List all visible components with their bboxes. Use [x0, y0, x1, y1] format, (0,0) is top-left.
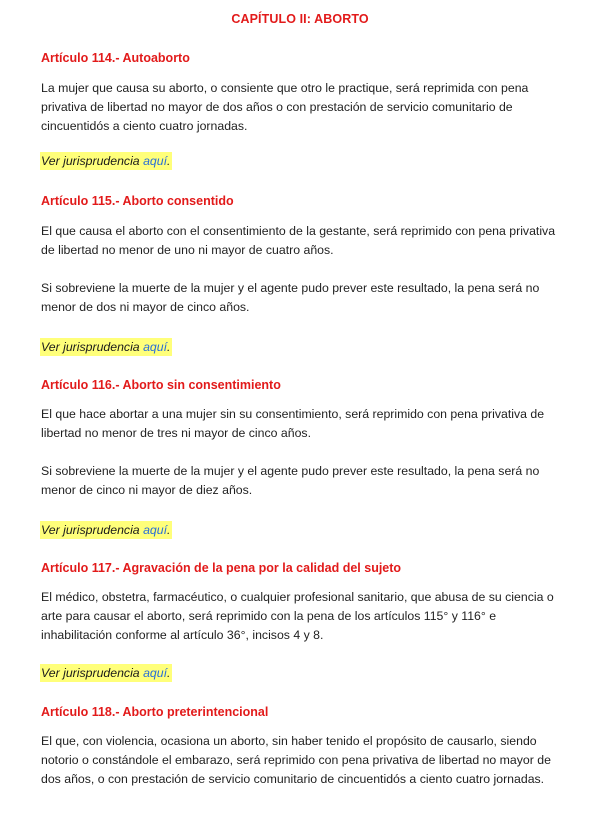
jurisprudence-link[interactable]: aquí — [143, 340, 168, 354]
article-116-heading: Artículo 116.- Aborto sin consentimiento — [41, 378, 281, 392]
article-114-heading: Artículo 114.- Autoaborto — [41, 51, 190, 65]
article-117-heading: Artículo 117.- Agravación de la pena por la calidad del sujeto — [41, 561, 402, 575]
jurisprudence-period: . — [167, 340, 171, 354]
jurisprudence-link[interactable]: aquí — [143, 154, 168, 168]
article-114-jurisprudence — [40, 152, 172, 170]
article-116-jurisprudence — [40, 521, 172, 539]
article-114-paragraph-1: La mujer que causa su aborto, o consiente que otro le practique, será reprimida con pena privativa de libertad no mayor de dos años o con prestación de servicio comunitario de cincuentidós a ciento cuatro jornadas. — [41, 81, 529, 133]
article-115-jurisprudence — [40, 338, 172, 356]
jurisprudence-label: Ver jurisprudencia — [41, 340, 144, 354]
article-116-paragraph-1: El que hace abortar a una mujer sin su consentimiento, será reprimido con pena privativa de libertad no menor de tres ni mayor de cinco años. — [41, 407, 545, 440]
jurisprudence-label: Ver jurisprudencia — [41, 154, 144, 168]
article-117-jurisprudence — [40, 664, 172, 682]
article-116-paragraph-2: Si sobreviene la muerte de la mujer y el agente pudo prever este resultado, la pena será no menor de cinco ni mayor de diez años. — [41, 464, 540, 497]
article-118-heading: Artículo 118.- Aborto preterintencional — [41, 705, 269, 719]
jurisprudence-link[interactable]: aquí — [143, 666, 168, 680]
jurisprudence-period: . — [167, 523, 171, 537]
jurisprudence-period: . — [167, 154, 171, 168]
article-117-paragraph-1: El médico, obstetra, farmacéutico, o cualquier profesional sanitario, que abusa de su ciencia o arte para causar el aborto, será reprimido con la pena de los artículos 115° y 116° e inhabilitación conforme al artículo 36°, incisos 4 y 8. — [41, 590, 554, 642]
jurisprudence-link[interactable]: aquí — [143, 523, 168, 537]
article-115-heading: Artículo 115.- Aborto consentido — [41, 194, 234, 208]
article-118-paragraph-1: El que, con violencia, ocasiona un aborto, sin haber tenido el propósito de causarlo, siendo notorio o constándole el embarazo, será reprimido con pena privativa de libertad no mayor de dos años, o con prestación de servicio comunitario de cincuentidós a ciento cuatro jornadas. — [41, 734, 551, 786]
article-115-paragraph-2: Si sobreviene la muerte de la mujer y el agente pudo prever este resultado, la pena será no menor de dos ni mayor de cinco años. — [41, 281, 540, 314]
jurisprudence-label: Ver jurisprudencia — [41, 523, 144, 537]
jurisprudence-label: Ver jurisprudencia — [41, 666, 144, 680]
article-115-paragraph-1: El que causa el aborto con el consentimiento de la gestante, será reprimido con pena privativa de libertad no menor de uno ni mayor de cuatro años. — [41, 224, 556, 257]
jurisprudence-period: . — [167, 666, 171, 680]
chapter-title: CAPÍTULO II: ABORTO — [231, 12, 369, 26]
